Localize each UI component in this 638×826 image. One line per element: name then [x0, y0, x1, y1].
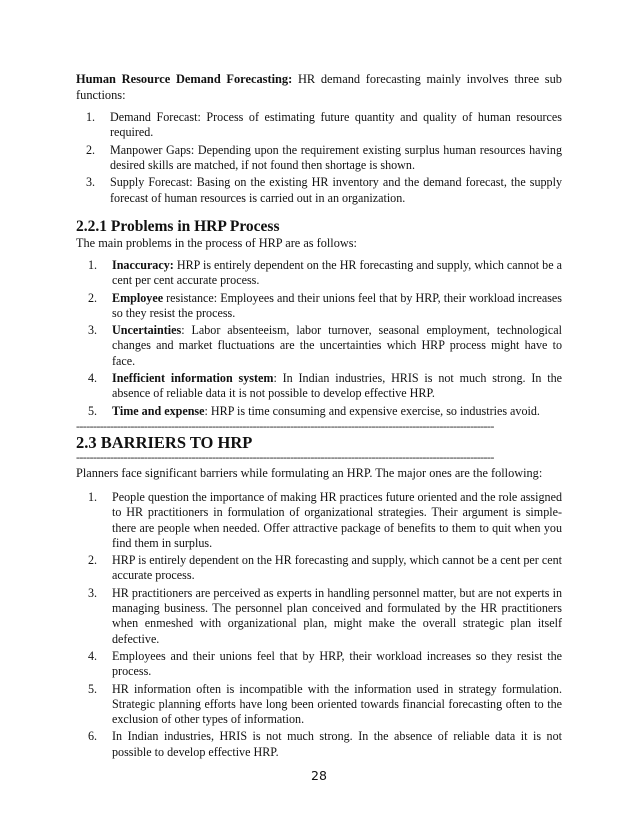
- item-number: 5.: [88, 681, 98, 696]
- item-number: 1.: [86, 110, 96, 125]
- item-number: 3.: [88, 323, 98, 338]
- item-text: : Labor absenteeism, labor turnover, seasonal employment, technological changes and market fluctuations are the uncertainties which HRP process might have to face.: [112, 323, 562, 368]
- item-bold: Uncertainties: [112, 323, 182, 338]
- list-item: [88, 553, 562, 584]
- list-item: [88, 291, 562, 322]
- section-lead-problems: The main problems in the process of HRP are as follows:: [76, 235, 357, 250]
- list-item: [88, 729, 562, 760]
- item-number: 4.: [88, 371, 98, 386]
- item-number: 3.: [88, 585, 98, 600]
- list-item: [88, 682, 562, 728]
- intro-bold-lead: Human Resource Demand Forecasting:: [76, 72, 293, 86]
- item-number: 1.: [88, 489, 98, 504]
- item-text: In Indian industries, HRIS is not much strong. In the absence of reliable data it is not possible to develop effective HRP.: [112, 729, 562, 759]
- section-lead-barriers: Planners face significant barriers while formulating an HRP. The major ones are the following:: [76, 465, 543, 480]
- item-number: 3.: [86, 175, 96, 190]
- item-text: HRP is entirely dependent on the HR forecasting and supply, which cannot be a cent per cent accurate process.: [112, 257, 562, 288]
- item-bold: Time and expense: [112, 403, 205, 418]
- item-number: 2.: [86, 142, 96, 157]
- list-item: [88, 323, 562, 369]
- list-item: [88, 404, 562, 419]
- section-heading-barriers: 2.3 BARRIERS TO HRP: [76, 432, 253, 452]
- item-number: 5.: [88, 403, 98, 418]
- list-item: [88, 258, 562, 289]
- separator-line: ---------------------------------------------------------------------------------------------------------------------------: [76, 451, 494, 462]
- problems-list: [88, 258, 562, 419]
- intro-text: HR demand forecasting mainly involves three sub functions:: [76, 72, 562, 102]
- list-item: [88, 649, 562, 680]
- list-item: [86, 175, 562, 206]
- item-text: HR practitioners are perceived as experts in handling personnel matter, but are not experts in managing business. The personnel plan conceived and formulated by the HR practitioners when enmeshed with organizational plan, might make the overall strategic plan itself defective.: [112, 585, 562, 646]
- barriers-list: [88, 490, 562, 760]
- document-page: [76, 72, 562, 762]
- item-text: HR information often is incompatible with the information used in strategy formulation. Strategic planning efforts have long been oriented towards financial forecasting often to the exclusion of other types of information.: [112, 681, 562, 727]
- separator-line: ---------------------------------------------------------------------------------------------------------------------------: [76, 420, 494, 431]
- item-text: Employees and their unions feel that by HRP, their workload increases so they resist the process.: [112, 648, 562, 679]
- item-text: People question the importance of making HR practices future oriented and the role assigned to HR practitioners in formulation of organizational strategies. Their argument is simple-there are people when needed. Offer attractive package of benefits to them to quit when you find them in surplus.: [112, 489, 562, 550]
- list-item: [88, 371, 562, 402]
- item-bold: Inaccuracy:: [112, 257, 174, 272]
- page-number: 28: [311, 768, 327, 783]
- intro-paragraph: [76, 72, 562, 103]
- list-item: [88, 490, 562, 551]
- item-text: : HRP is time consuming and expensive exercise, so industries avoid.: [204, 403, 540, 418]
- list-item: [88, 586, 562, 647]
- item-number: 4.: [88, 648, 98, 663]
- section-heading-problems: 2.2.1 Problems in HRP Process: [76, 217, 280, 235]
- list-item: [86, 110, 562, 141]
- list-item: [86, 143, 562, 174]
- item-number: 6.: [88, 729, 98, 744]
- item-text: Demand Forecast: Process of estimating future quantity and quality of human resources required.: [110, 110, 562, 140]
- item-text: : In Indian industries, HRIS is not much strong. In the absence of reliable data it is not possible to develop effective HRP.: [112, 371, 562, 401]
- item-number: 2.: [88, 290, 98, 305]
- item-bold: Employee: [112, 290, 164, 305]
- subfunctions-list: [86, 110, 562, 206]
- item-number: 1.: [88, 257, 98, 272]
- item-text: Manpower Gaps: Depending upon the requirement existing surplus human resources having desired skills are matched, if not found then shortage is shown.: [110, 142, 562, 173]
- item-number: 2.: [88, 553, 98, 568]
- item-text: HRP is entirely dependent on the HR forecasting and supply, which cannot be a cent per cent accurate process.: [112, 553, 562, 583]
- item-text: resistance: Employees and their unions feel that by HRP, their workload increases so they resist the process.: [112, 290, 562, 320]
- item-text: Supply Forecast: Basing on the existing HR inventory and the demand forecast, the supply forecast of human resources is carried out in an organization.: [110, 175, 562, 205]
- item-bold: Inefficient information system: [112, 371, 274, 386]
